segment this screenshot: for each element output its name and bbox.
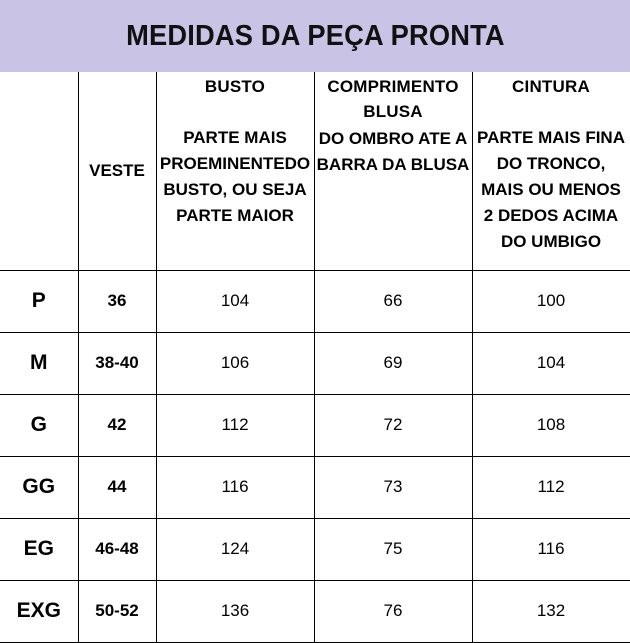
header-busto-desc-line: PARTE MAIS [183,128,287,147]
page-title: MEDIDAS DA PEÇA PRONTA [125,19,505,52]
comprimento-cell: 66 [314,270,472,332]
veste-cell: 36 [78,270,156,332]
header-cintura-description [473,125,630,255]
header-busto-desc-line: PROEMINENTEDO [159,154,311,173]
size-cell: EXG [0,580,78,642]
table-row [0,394,630,456]
header-cintura-desc-line: DO UMBIGO [500,232,602,251]
size-table [0,72,630,643]
header-cintura-title: CINTURA [512,77,590,96]
size-cell: P [0,270,78,332]
header-cintura-desc-line: 2 DEDOS ACIMA [483,206,619,225]
header-comprimento-title-line: BLUSA [363,102,423,121]
size-cell: GG [0,456,78,518]
busto-cell: 116 [156,456,314,518]
table-row [0,518,630,580]
header-busto [156,72,314,270]
header-cintura-desc-line: PARTE MAIS FINA [477,128,625,147]
comprimento-cell: 72 [314,394,472,456]
comprimento-cell: 73 [314,456,472,518]
header-busto-desc-line: PARTE MAIOR [176,206,294,225]
size-cell: G [0,394,78,456]
header-cintura-desc-line: DO TRONCO, [496,154,606,173]
table-row [0,270,630,332]
busto-cell: 104 [156,270,314,332]
header-size-cell [0,72,78,270]
size-cell: M [0,332,78,394]
busto-cell: 136 [156,580,314,642]
cintura-cell: 104 [472,332,630,394]
comprimento-cell: 69 [314,332,472,394]
header-comprimento-description [315,126,472,178]
header-cintura [472,72,630,270]
cintura-cell: 132 [472,580,630,642]
header-busto-description [157,125,314,229]
header-busto-title: BUSTO [204,77,266,96]
cintura-cell: 112 [472,456,630,518]
busto-cell: 124 [156,518,314,580]
header-comprimento [314,72,472,270]
header-veste: VESTE [78,72,156,270]
title-bar [0,0,630,72]
table-row [0,580,630,642]
header-comprimento-title [315,74,472,124]
veste-cell: 42 [78,394,156,456]
size-cell: EG [0,518,78,580]
veste-cell: 44 [78,456,156,518]
cintura-cell: 108 [472,394,630,456]
busto-cell: 106 [156,332,314,394]
veste-cell: 38-40 [78,332,156,394]
header-comprimento-desc-line: DO OMBRO ATE A [318,129,468,148]
header-busto-desc-line: BUSTO, OU SEJA [163,180,307,199]
table-row [0,332,630,394]
comprimento-cell: 76 [314,580,472,642]
busto-cell: 112 [156,394,314,456]
header-comprimento-title-line: COMPRIMENTO [327,77,459,96]
comprimento-cell: 75 [314,518,472,580]
veste-cell: 46-48 [78,518,156,580]
veste-cell: 50-52 [78,580,156,642]
header-cintura-desc-line: MAIS OU MENOS [481,180,621,199]
table-row [0,456,630,518]
cintura-cell: 100 [472,270,630,332]
cintura-cell: 116 [472,518,630,580]
header-comprimento-desc-line: BARRA DA BLUSA [316,155,470,174]
table-header-row [0,72,630,270]
